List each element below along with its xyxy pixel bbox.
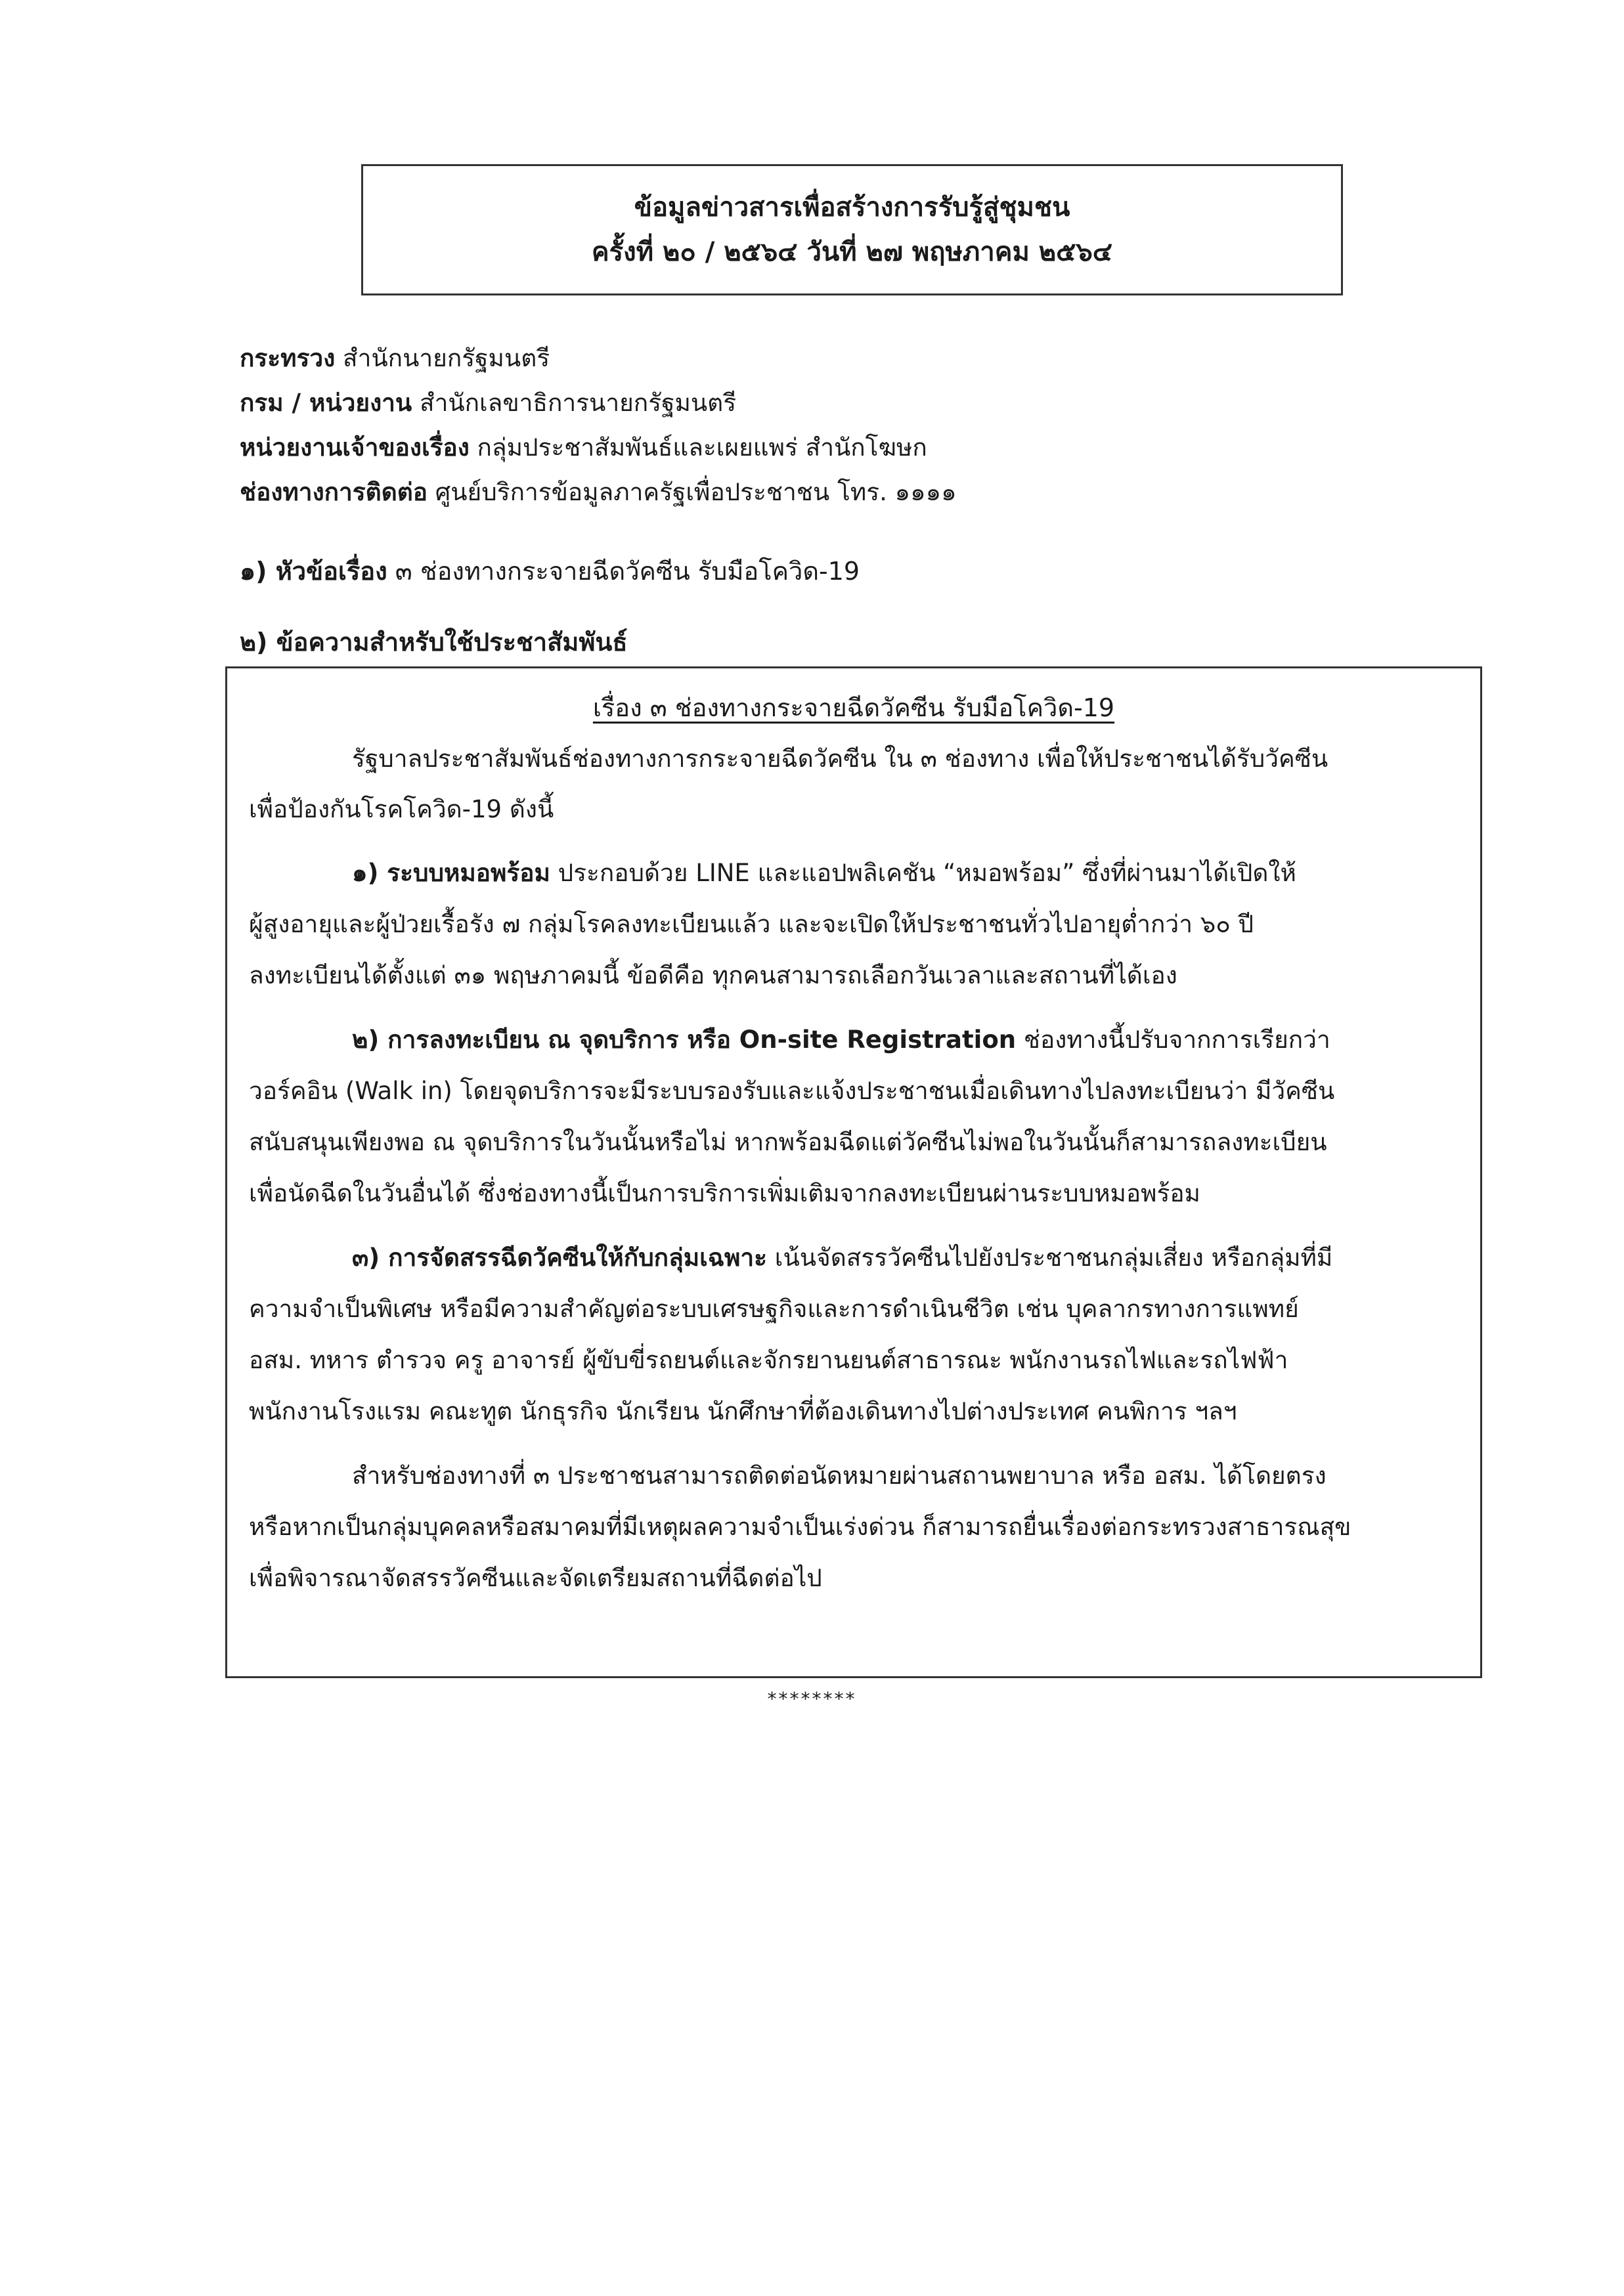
section-message-label: ๒) ข้อความสำหรับใช้ประชาสัมพันธ์ <box>240 628 628 657</box>
item3-line-3: อสม. ทหาร ตำรวจ ครู อาจารย์ ผู้ขับขี่รถยนต์และจักรยานยนต์สาธารณะ พนักงานรถไฟและรถไฟฟ้า <box>249 1346 1288 1374</box>
meta-department-label: กรม / หน่วยงาน <box>240 389 412 417</box>
meta-ministry <box>240 336 1487 381</box>
item2-line-4: เพื่อนัดฉีดในวันอื่นได้ ซึ่งช่องทางนี้เป็นการบริการเพิ่มเติมจากลงทะเบียนผ่านระบบหมอพร้อม <box>249 1179 1200 1207</box>
end-marker: ******** <box>767 1688 857 1710</box>
closing-line-2: หรือหากเป็นกลุ่มบุคคลหรือสมาคมที่มีเหตุผลความจำเป็นเร่งด่วน ก็สามารถยื่นเรื่องต่อกระทรวงสาธารณสุข <box>249 1513 1351 1541</box>
section-topic <box>240 552 860 591</box>
item3-heading: ๓) การจัดสรรฉีดวัคซีนให้กับกลุ่มเฉพาะ <box>352 1244 768 1272</box>
item1-line-3: ลงทะเบียนได้ตั้งแต่ ๓๑ พฤษภาคมนี้ ข้อดีคือ ทุกคนสามารถเลือกวันเวลาและสถานที่ได้เอง <box>249 961 1177 989</box>
meta-contact-value: ศูนย์บริการข้อมูลภาครัฐเพื่อประชาชน โทร. ๑๑๑๑ <box>428 478 957 506</box>
item2-text: ช่องทางนี้ปรับจากการเรียกว่า <box>1016 1026 1330 1054</box>
item3-line-2: ความจำเป็นพิเศษ หรือมีความสำคัญต่อระบบเศรษฐกิจและการดำเนินชีวิต เช่น บุคลากรทางการแพทย์ <box>249 1295 1299 1323</box>
item1-line-2: ผู้สูงอายุและผู้ป่วยเรื้อรัง ๗ กลุ่มโรคลงทะเบียนแล้ว และจะเปิดให้ประชาชนทั่วไปอายุต่ำกว่า ๖๐ ปี <box>249 910 1254 938</box>
section-message <box>240 622 628 662</box>
meta-block <box>240 336 1487 515</box>
section-topic-value: ๓ ช่องทางกระจายฉีดวัคซีน รับมือโควิด-19 <box>387 557 860 586</box>
item1-heading: ๑) ระบบหมอพร้อม <box>352 859 550 887</box>
meta-owner <box>240 425 1487 470</box>
header-issue-date: ครั้งที่ ๒๐ / ๒๕๖๔ วันที่ ๒๗ พฤษภาคม ๒๕๖๔ <box>591 237 1113 267</box>
item2-heading: ๒) การลงทะเบียน ณ จุดบริการ หรือ On-site Registration <box>352 1026 1017 1054</box>
meta-owner-value: กลุ่มประชาสัมพันธ์และเผยแพร่ สำนักโฆษก <box>469 433 927 462</box>
item3-line-1 <box>352 1238 1332 1278</box>
header-box <box>361 164 1343 295</box>
item1-line-1 <box>352 854 1296 893</box>
section-topic-label: ๑) หัวข้อเรื่อง <box>240 557 387 586</box>
meta-owner-label: หน่วยงานเจ้าของเรื่อง <box>240 433 470 462</box>
meta-contact <box>240 470 1487 515</box>
content-box <box>225 666 1482 1678</box>
meta-ministry-label: กระทรวง <box>240 344 336 372</box>
meta-department <box>240 381 1487 425</box>
header-title: ข้อมูลข่าวสารเพื่อสร้างการรับรู้สู่ชุมชน <box>634 192 1070 223</box>
meta-department-value: สำนักเลขาธิการนายกรัฐมนตรี <box>412 389 737 417</box>
item2-line-1 <box>352 1020 1330 1060</box>
content-title-text: เรื่อง ๓ ช่องทางกระจายฉีดวัคซีน รับมือโควิด-19 <box>592 693 1115 722</box>
item2-line-3: สนับสนุนเพียงพอ ณ จุดบริการในวันนั้นหรือไม่ หากพร้อมฉีดแต่วัคซีนไม่พอในวันนั้นก็สามารถลงทะเบียน <box>249 1128 1327 1156</box>
item2-line-2: วอร์คอิน (Walk in) โดยจุดบริการจะมีระบบรองรับและแจ้งประชาชนเมื่อเดินทางไปลงทะเบียนว่า มีวัคซีน <box>249 1077 1335 1105</box>
item3-line-4: พนักงานโรงแรม คณะทูต นักธุรกิจ นักเรียน นักศึกษาที่ต้องเดินทางไปต่างประเทศ คนพิการ ฯลฯ <box>249 1397 1237 1425</box>
content-title <box>227 688 1480 727</box>
closing-line-3: เพื่อพิจารณาจัดสรรวัคซีนและจัดเตรียมสถานที่ฉีดต่อไป <box>249 1564 822 1592</box>
intro-line-2: เพื่อป้องกันโรคโควิด-19 ดังนี้ <box>249 795 554 823</box>
meta-ministry-value: สำนักนายกรัฐมนตรี <box>335 344 550 372</box>
meta-contact-label: ช่องทางการติดต่อ <box>240 478 428 506</box>
item3-text: เน้นจัดสรรวัคซีนไปยังประชาชนกลุ่มเสี่ยง หรือกลุ่มที่มี <box>767 1244 1333 1272</box>
closing-line-1: สำหรับช่องทางที่ ๓ ประชาชนสามารถติดต่อนัดหมายผ่านสถานพยาบาล หรือ อสม. ได้โดยตรง <box>352 1462 1327 1490</box>
intro-line-1: รัฐบาลประชาสัมพันธ์ช่องทางการกระจายฉีดวัคซีน ใน ๓ ช่องทาง เพื่อให้ประชาชนได้รับวัคซีน <box>352 745 1328 773</box>
item1-text: ประกอบด้วย LINE และแอปพลิเคชัน “หมอพร้อม” ซึ่งที่ผ่านมาได้เปิดให้ <box>550 859 1296 887</box>
